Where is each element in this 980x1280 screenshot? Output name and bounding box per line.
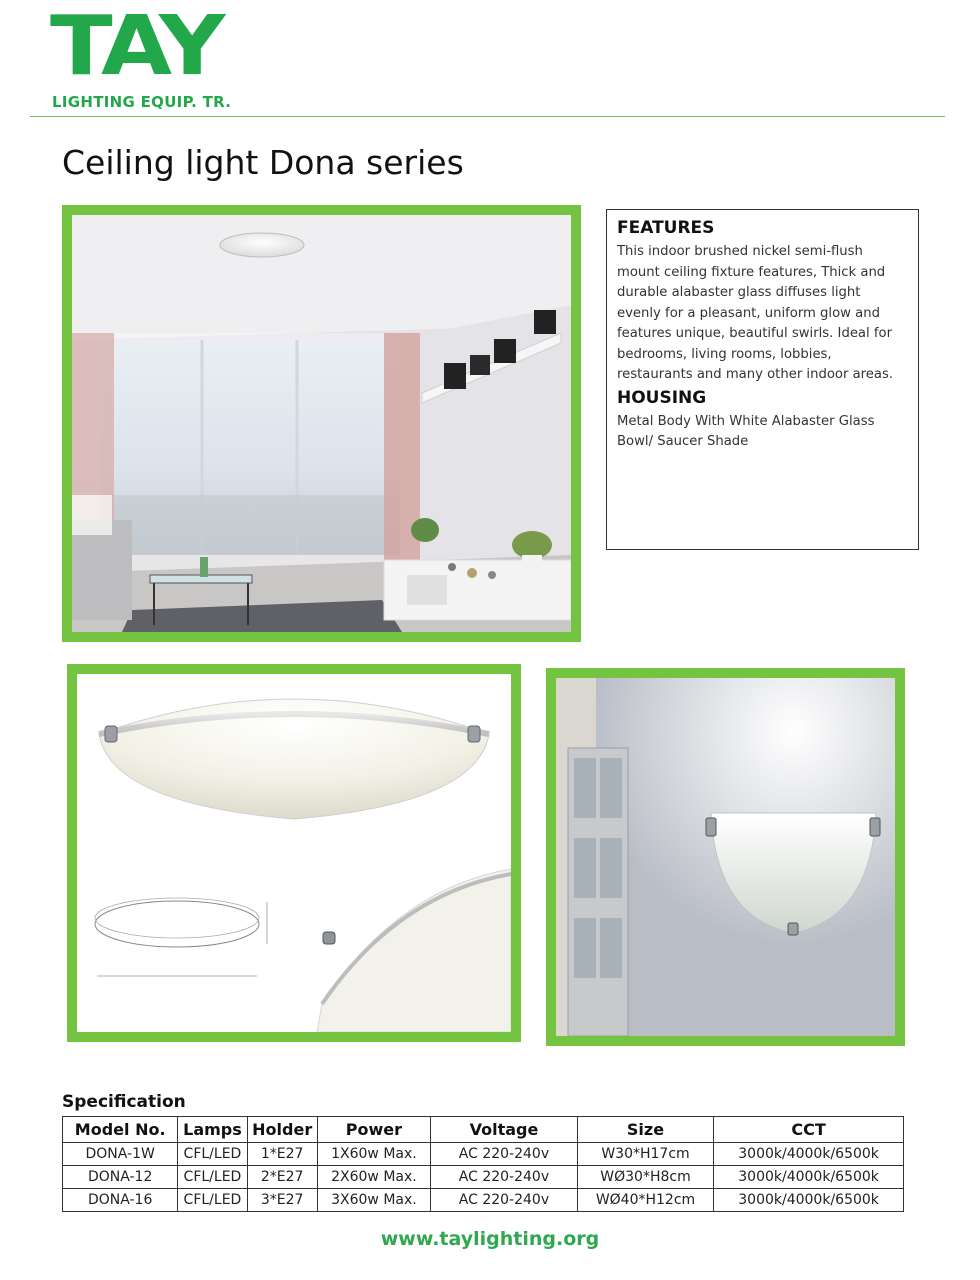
table-cell: 2X60w Max. xyxy=(317,1166,430,1189)
table-cell: 3*E27 xyxy=(247,1189,317,1212)
column-header: Lamps xyxy=(178,1117,247,1143)
table-cell: AC 220-240v xyxy=(431,1166,578,1189)
column-header: Voltage xyxy=(431,1117,578,1143)
wall-sconce-illustration xyxy=(556,678,895,1036)
features-box xyxy=(606,209,919,550)
table-cell: W30*H17cm xyxy=(577,1143,713,1166)
column-header: Model No. xyxy=(63,1117,178,1143)
ceiling-fixture-product-photo xyxy=(77,674,511,1032)
table-cell: WØ30*H8cm xyxy=(577,1166,713,1189)
table-cell: 3000k/4000k/6500k xyxy=(714,1189,904,1212)
table-cell: 3X60w Max. xyxy=(317,1189,430,1212)
specification-table xyxy=(62,1116,904,1212)
page-title: Ceiling light Dona series xyxy=(62,143,464,182)
features-heading: FEATURES xyxy=(617,218,715,238)
table-cell: 3000k/4000k/6500k xyxy=(714,1143,904,1166)
table-cell: AC 220-240v xyxy=(431,1143,578,1166)
table-cell: 3000k/4000k/6500k xyxy=(714,1166,904,1189)
table-cell: CFL/LED xyxy=(178,1143,247,1166)
features-text: This indoor brushed nickel semi-flush mount ceiling fixture features, Thick and durable alabaster glass diffuses light evenly for a pleasant, uniform glow and features unique, beautiful swirls. Ideal for bedrooms, living rooms, lobbies, restaurants and many other indoor areas. xyxy=(617,244,894,382)
table-row xyxy=(63,1143,904,1166)
product-illustration xyxy=(77,674,511,1032)
column-header: Holder xyxy=(247,1117,317,1143)
table-cell: CFL/LED xyxy=(178,1166,247,1189)
table-header-row xyxy=(63,1117,904,1143)
table-cell: DONA-16 xyxy=(63,1189,178,1212)
table-cell: DONA-12 xyxy=(63,1166,178,1189)
wall-sconce-photo xyxy=(556,678,895,1036)
housing-text: Metal Body With White Alabaster Glass Bowl/ Saucer Shade xyxy=(617,413,875,449)
table-cell: AC 220-240v xyxy=(431,1189,578,1212)
specification-title: Specification xyxy=(62,1092,186,1112)
room-photo-frame xyxy=(62,205,581,642)
table-cell: 1*E27 xyxy=(247,1143,317,1166)
website-link[interactable]: www.taylighting.org xyxy=(380,1228,600,1250)
wall-photo-frame xyxy=(546,668,905,1046)
living-room-illustration xyxy=(72,215,571,632)
header-divider xyxy=(30,116,945,117)
table-cell: 2*E27 xyxy=(247,1166,317,1189)
product-photo-frame xyxy=(67,664,521,1042)
table-cell: DONA-1W xyxy=(63,1143,178,1166)
brand-subtitle: LIGHTING EQUIP. TR. xyxy=(52,93,232,111)
table-cell: 1X60w Max. xyxy=(317,1143,430,1166)
table-row xyxy=(63,1166,904,1189)
column-header: Power xyxy=(317,1117,430,1143)
housing-heading: HOUSING xyxy=(617,387,707,408)
living-room-photo xyxy=(72,215,571,632)
column-header: CCT xyxy=(714,1117,904,1143)
table-cell: CFL/LED xyxy=(178,1189,247,1212)
table-cell: WØ40*H12cm xyxy=(577,1189,713,1212)
column-header: Size xyxy=(577,1117,713,1143)
table-row xyxy=(63,1189,904,1212)
brand-logo: TAY xyxy=(50,0,221,94)
